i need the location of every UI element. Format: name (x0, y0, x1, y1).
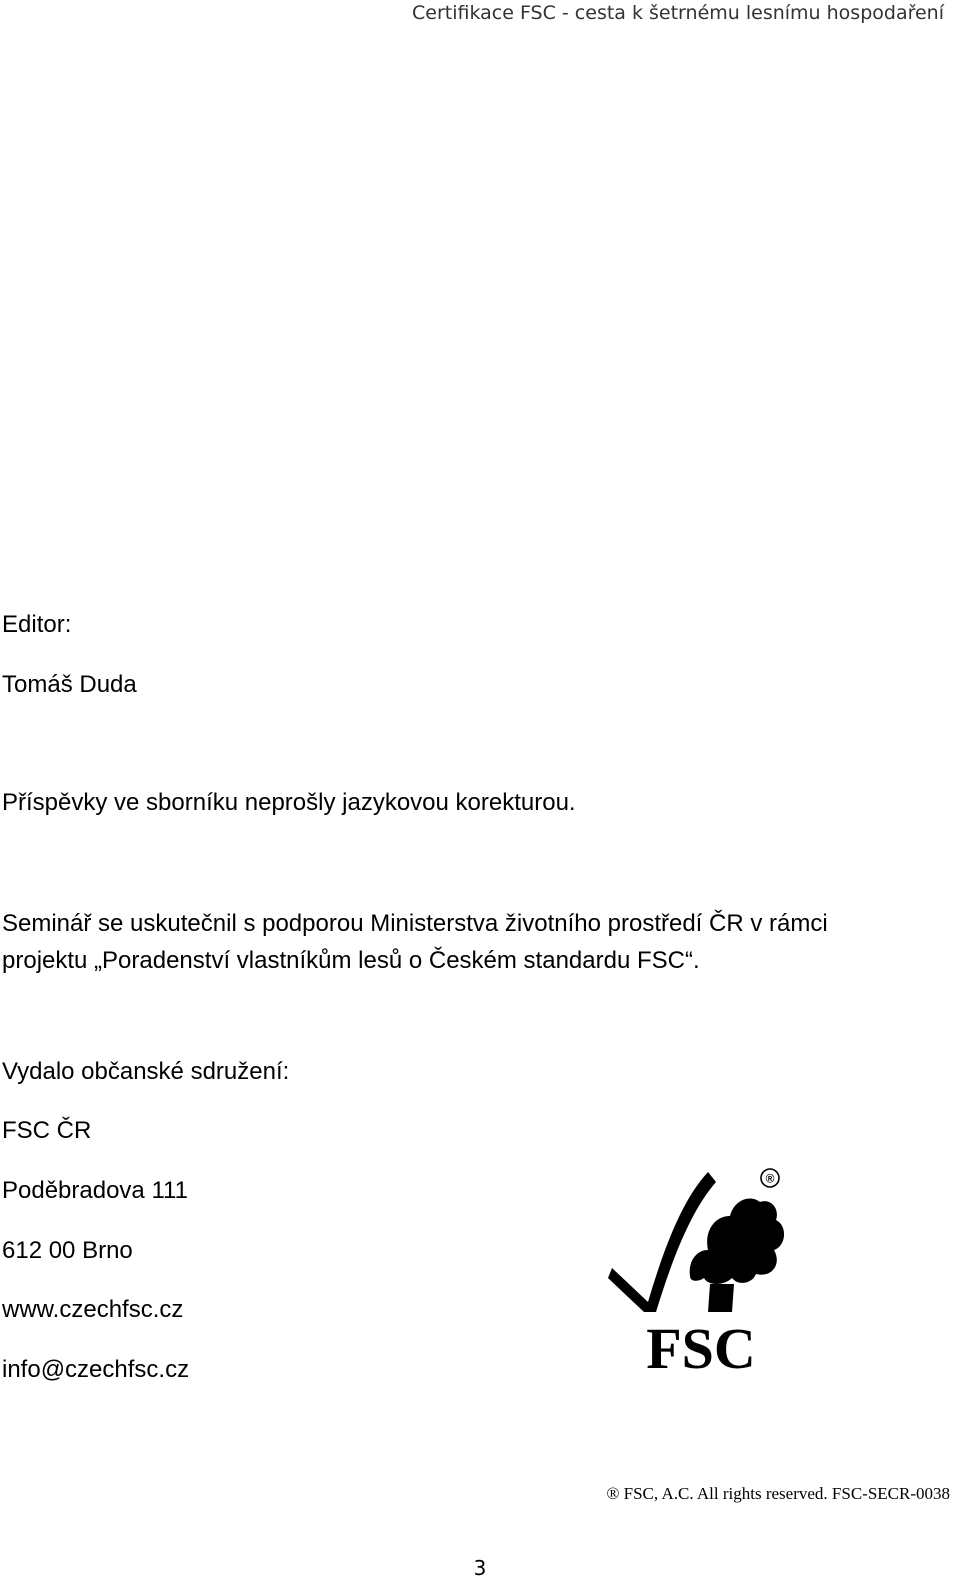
publisher-name: FSC ČR (2, 1117, 92, 1144)
publisher-city: 612 00 Brno (2, 1237, 133, 1264)
publisher-street: Poděbradova 111 (2, 1177, 188, 1204)
running-header: Certifikace FSC - cesta k šetrnému lesnímu hospodaření (412, 2, 944, 24)
page-number: 3 (473, 1556, 487, 1580)
rights-notice: ® FSC, A.C. All rights reserved. FSC-SECR-0038 (606, 1484, 950, 1503)
editor-label: Editor: (2, 611, 72, 638)
registered-mark: ® (765, 1171, 775, 1186)
publisher-email: info@czechfsc.cz (2, 1356, 190, 1383)
fsc-wordmark: FSC (646, 1316, 756, 1381)
fsc-checkmark-tree-logo-icon (604, 1160, 794, 1382)
fsc-logo (604, 1160, 794, 1382)
support-note: Seminář se uskutečnil s podporou Ministerstva životního prostředí ČR v rámci projektu „Poradenství vlastníkům lesů o Českém standardu FSC“. (2, 910, 828, 974)
publisher-website: www.czechfsc.cz (2, 1296, 184, 1323)
proofreading-note: Příspěvky ve sborníku neprošly jazykovou korekturou. (2, 789, 576, 816)
publisher-label: Vydalo občanské sdružení: (2, 1058, 290, 1085)
editor-name: Tomáš Duda (2, 671, 137, 698)
